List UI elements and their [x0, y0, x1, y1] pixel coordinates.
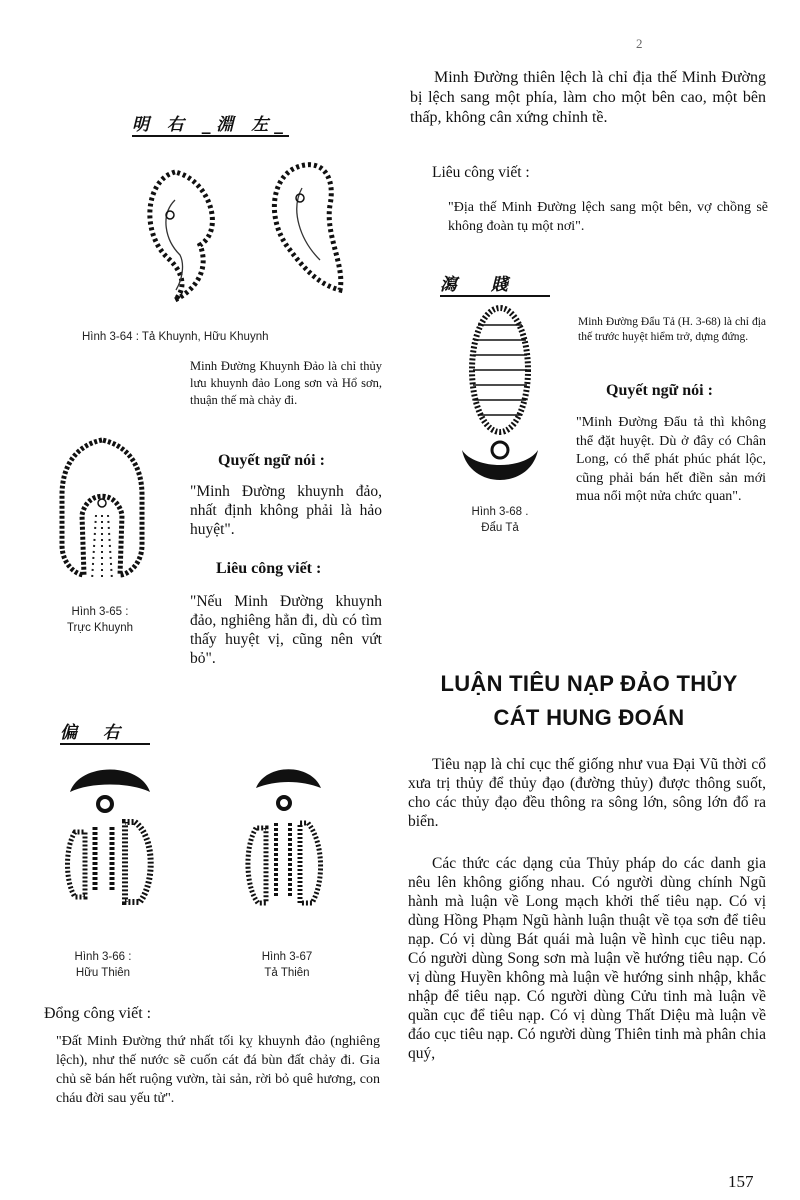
body-paragraph-1: Tiêu nạp là chỉ cục thế giống như vua Đại Vũ thời cổ xưa trị thủy để thủy đạo (đường thủy) được thông suốt, cho các thủy đạo đều thông ra sông lớn, sông lớn đổ ra biển. [408, 756, 766, 830]
figure-3-64-drawing [130, 140, 370, 310]
dong-cong-heading: Đổng công viết : [44, 1005, 152, 1022]
fig-3-64-description: Minh Đường Khuynh Đảo là chỉ thủy lưu khuynh đảo Long sơn và Hổ sơn, thuận thế mà chảy đi. [190, 359, 382, 407]
figure-glyph-title-2: 偏 右 [60, 718, 150, 745]
dong-cong-quote: "Đất Minh Đường thứ nhất tối kỵ khuynh đảo (nghiêng lệch), như thế nước sẽ cuốn cát đá bùn đất chảy đi. Gia chủ sẽ bán hết ruộng vườn, tài sản, rời bỏ quê hương, con cháu đời sau yếu tử". [56, 1034, 380, 1106]
right-intro-paragraph: Minh Đường thiên lệch là chỉ địa thế Minh Đường bị lệch sang một phía, làm cho một bên cao, một bên thấp, không cân xứng chỉnh tề. [410, 69, 766, 126]
lieu-cong-heading-left: Liêu công viết : [216, 560, 322, 577]
section-heading-line-2: CÁT HUNG ĐOÁN [493, 705, 685, 730]
lieu-cong-heading-right: Liêu công viết : [432, 164, 530, 181]
figure-3-67-drawing [236, 758, 336, 918]
page-number: 157 [728, 1172, 754, 1191]
figure-3-65-drawing [52, 435, 152, 585]
fig-3-64-caption: Hình 3-64 : Tả Khuynh, Hữu Khuynh [82, 331, 269, 343]
fig64-hole-right [296, 194, 304, 202]
fig-3-68-caption-line-2: Đẩu Tả [481, 522, 519, 534]
fig-3-65-caption-line-2: Trực Khuynh [66, 622, 134, 634]
body-paragraph-2: Các thức các dạng của Thủy pháp do các danh gia nêu lên không giống nhau. Có người dùng chính Ngũ hành mà luận về Long mạch khởi thế tiêu nạp. Có vị dùng Hồng Phạm Ngũ hành luận thuật về tọa sơn để tiêu nạp. Có vị dùng Bát quái mà luận về hình cục tiêu nạp. Có người dùng Song sơn mà luận về hướng tiêu nạp. Có vị dùng Huyền không mà luận về hướng sinh nhập, khắc nhập để tiêu nạp. Có người dùng Cửu tinh mà luận về quần cục để tiêu nạp. Có vị dùng Thất Diệu mà luận về đáo cục tiêu nạp. Có người dùng Thiên tinh mà phân chia quý, [408, 855, 766, 1062]
fig-3-66-caption-line-1: Hình 3-66 : [74, 951, 132, 963]
figure-glyph-title-1: 明 右 _淵 左_ [132, 110, 289, 137]
quyet-ngu-quote-left: "Minh Đường khuynh đảo, nhất định không phải là hảo huyệt". [190, 483, 382, 538]
fig-3-67-caption-line-2: Tả Thiên [264, 967, 310, 979]
figure-3-66-drawing [60, 752, 160, 912]
section-heading-line-1: LUẬN TIÊU NẠP ĐẢO THỦY [440, 671, 738, 696]
lieu-cong-quote-left: "Nếu Minh Đường khuynh đảo, nghiêng hẳn đi, dù có tìm thấy huyệt vị, cũng nên vứt bỏ". [190, 593, 382, 667]
quyet-ngu-heading-right: Quyết ngữ nói : [606, 382, 713, 399]
quyet-ngu-quote-right: "Minh Đường Đẩu tả thì không thể đặt huyệt. Dù ở đây có Chân Long, có thể phát phúc phát lộc, cũng phải bán hết điền sản mới mua nổi một nửa chức quan". [576, 415, 766, 504]
figure-3-68-drawing [440, 300, 560, 500]
fig-3-66-caption-line-2: Hữu Thiên [75, 967, 131, 979]
fig-3-65-caption-line-1: Hình 3-65 : [71, 606, 129, 618]
fig-3-68-caption-line-1: Hình 3-68 . [471, 506, 529, 518]
quyet-ngu-heading-left: Quyết ngữ nói : [218, 452, 325, 469]
page-top-mark: 2 [636, 36, 643, 51]
lieu-cong-quote-right: "Địa thế Minh Đường lệch sang một bên, vợ chồng sẽ không đoàn tụ một nơi". [448, 200, 768, 234]
figure-glyph-title-3: 瀉 賤 [440, 270, 550, 297]
fig-3-67-caption-line-1: Hình 3-67 [261, 951, 313, 963]
fig-3-68-description: Minh Đường Đẩu Tả (H. 3-68) là chỉ địa thế trước huyệt hiểm trở, dựng đứng. [578, 316, 766, 343]
